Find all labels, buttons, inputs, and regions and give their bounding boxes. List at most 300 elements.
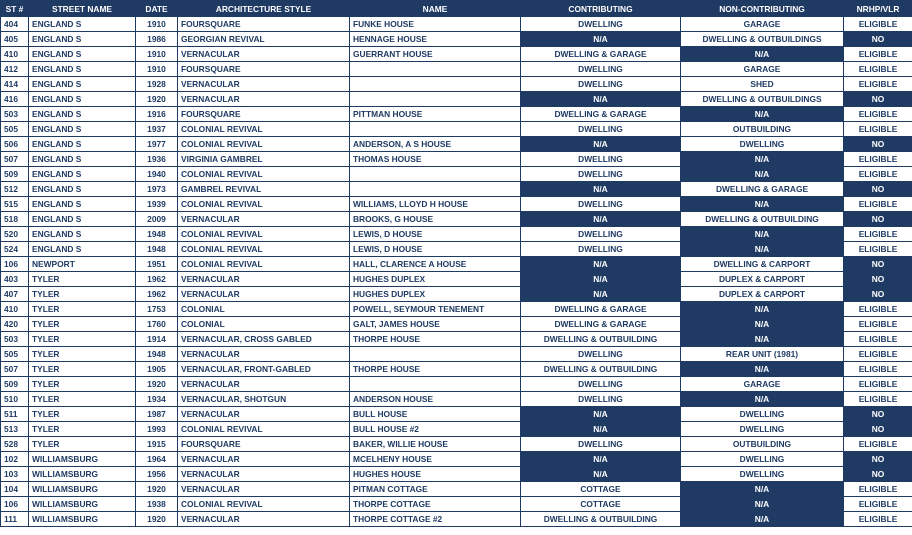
table-row — [1, 482, 912, 497]
cell-non-contributing: N/A — [681, 362, 844, 377]
cell-nrhp-vlr: ELIGIBLE — [844, 62, 912, 77]
cell-nrhp-vlr: ELIGIBLE — [844, 347, 912, 362]
cell-date: 1938 — [136, 497, 178, 512]
cell-contributing: DWELLING & OUTBUILDING — [521, 362, 681, 377]
table-row — [1, 302, 912, 317]
cell-name: HUGHES DUPLEX — [350, 287, 521, 302]
cell-non-contributing: N/A — [681, 482, 844, 497]
cell-date: 1753 — [136, 302, 178, 317]
cell-date: 1937 — [136, 122, 178, 137]
table-row — [1, 32, 912, 47]
cell-non-contributing: DWELLING — [681, 137, 844, 152]
cell-contributing: DWELLING — [521, 377, 681, 392]
cell-name: HALL, CLARENCE A HOUSE — [350, 257, 521, 272]
cell-date: 1760 — [136, 317, 178, 332]
cell-name: THORPE HOUSE — [350, 362, 521, 377]
cell-non-contributing: N/A — [681, 332, 844, 347]
cell-street-name: ENGLAND S — [29, 32, 136, 47]
cell-st-number: 503 — [1, 107, 29, 122]
cell-contributing: DWELLING — [521, 17, 681, 32]
cell-street-name: TYLER — [29, 347, 136, 362]
cell-st-number: 513 — [1, 422, 29, 437]
cell-architecture-style: VERNACULAR — [178, 512, 350, 527]
cell-non-contributing: DUPLEX & CARPORT — [681, 272, 844, 287]
header-nrhp-vlr: NRHP/VLR — [844, 1, 912, 17]
cell-contributing: DWELLING — [521, 347, 681, 362]
table-row — [1, 122, 912, 137]
cell-date: 1928 — [136, 77, 178, 92]
cell-street-name: TYLER — [29, 377, 136, 392]
cell-nrhp-vlr: ELIGIBLE — [844, 437, 912, 452]
cell-name — [350, 182, 521, 197]
cell-contributing: N/A — [521, 137, 681, 152]
cell-non-contributing: N/A — [681, 242, 844, 257]
cell-non-contributing: N/A — [681, 167, 844, 182]
cell-contributing: DWELLING — [521, 122, 681, 137]
cell-architecture-style: GAMBREL REVIVAL — [178, 182, 350, 197]
cell-contributing: DWELLING — [521, 437, 681, 452]
cell-st-number: 518 — [1, 212, 29, 227]
cell-date: 1920 — [136, 512, 178, 527]
cell-st-number: 512 — [1, 182, 29, 197]
cell-name — [350, 167, 521, 182]
cell-nrhp-vlr: NO — [844, 32, 912, 47]
cell-name: BULL HOUSE #2 — [350, 422, 521, 437]
table-row — [1, 62, 912, 77]
cell-non-contributing: OUTBUILDING — [681, 122, 844, 137]
cell-non-contributing: DUPLEX & CARPORT — [681, 287, 844, 302]
cell-st-number: 503 — [1, 332, 29, 347]
cell-date: 1986 — [136, 32, 178, 47]
cell-contributing: N/A — [521, 212, 681, 227]
table-row — [1, 287, 912, 302]
cell-contributing: DWELLING & OUTBUILDING — [521, 512, 681, 527]
cell-architecture-style: FOURSQUARE — [178, 17, 350, 32]
cell-name: THOMAS HOUSE — [350, 152, 521, 167]
table-row — [1, 152, 912, 167]
cell-st-number: 506 — [1, 137, 29, 152]
cell-street-name: ENGLAND S — [29, 77, 136, 92]
cell-contributing: N/A — [521, 422, 681, 437]
cell-street-name: ENGLAND S — [29, 227, 136, 242]
cell-contributing: DWELLING & GARAGE — [521, 302, 681, 317]
cell-street-name: ENGLAND S — [29, 212, 136, 227]
cell-name: BULL HOUSE — [350, 407, 521, 422]
cell-nrhp-vlr: ELIGIBLE — [844, 197, 912, 212]
table-row — [1, 167, 912, 182]
cell-architecture-style: COLONIAL REVIVAL — [178, 197, 350, 212]
cell-contributing: DWELLING — [521, 392, 681, 407]
table-row — [1, 92, 912, 107]
table-row — [1, 212, 912, 227]
cell-street-name: ENGLAND S — [29, 122, 136, 137]
cell-name: GALT, JAMES HOUSE — [350, 317, 521, 332]
cell-street-name: TYLER — [29, 362, 136, 377]
table-row — [1, 182, 912, 197]
cell-name — [350, 92, 521, 107]
header-contributing: CONTRIBUTING — [521, 1, 681, 17]
cell-non-contributing: N/A — [681, 317, 844, 332]
cell-non-contributing: N/A — [681, 302, 844, 317]
cell-nrhp-vlr: NO — [844, 287, 912, 302]
cell-architecture-style: VERNACULAR — [178, 92, 350, 107]
cell-nrhp-vlr: ELIGIBLE — [844, 362, 912, 377]
cell-date: 1920 — [136, 92, 178, 107]
cell-st-number: 403 — [1, 272, 29, 287]
cell-street-name: ENGLAND S — [29, 47, 136, 62]
cell-contributing: DWELLING — [521, 152, 681, 167]
table-row — [1, 77, 912, 92]
cell-non-contributing: DWELLING — [681, 452, 844, 467]
cell-nrhp-vlr: ELIGIBLE — [844, 17, 912, 32]
table-row — [1, 392, 912, 407]
cell-architecture-style: COLONIAL REVIVAL — [178, 167, 350, 182]
cell-contributing: N/A — [521, 182, 681, 197]
cell-name — [350, 62, 521, 77]
table-row — [1, 437, 912, 452]
cell-architecture-style: VERNACULAR — [178, 482, 350, 497]
cell-name: BROOKS, G HOUSE — [350, 212, 521, 227]
cell-st-number: 507 — [1, 362, 29, 377]
cell-contributing: N/A — [521, 407, 681, 422]
cell-architecture-style: FOURSQUARE — [178, 62, 350, 77]
cell-nrhp-vlr: ELIGIBLE — [844, 152, 912, 167]
cell-date: 1948 — [136, 242, 178, 257]
cell-non-contributing: N/A — [681, 497, 844, 512]
cell-contributing: N/A — [521, 452, 681, 467]
table-row — [1, 467, 912, 482]
cell-architecture-style: VERNACULAR — [178, 347, 350, 362]
cell-name: PITMAN COTTAGE — [350, 482, 521, 497]
cell-architecture-style: VERNACULAR, FRONT-GABLED — [178, 362, 350, 377]
cell-non-contributing: GARAGE — [681, 62, 844, 77]
cell-date: 1962 — [136, 272, 178, 287]
cell-date: 1910 — [136, 17, 178, 32]
cell-non-contributing: N/A — [681, 107, 844, 122]
cell-date: 2009 — [136, 212, 178, 227]
cell-st-number: 505 — [1, 122, 29, 137]
cell-name: ANDERSON, A S HOUSE — [350, 137, 521, 152]
cell-name: MCELHENY HOUSE — [350, 452, 521, 467]
table-row — [1, 377, 912, 392]
cell-st-number: 410 — [1, 47, 29, 62]
cell-st-number: 507 — [1, 152, 29, 167]
cell-st-number: 420 — [1, 317, 29, 332]
cell-st-number: 524 — [1, 242, 29, 257]
cell-non-contributing: DWELLING — [681, 422, 844, 437]
cell-street-name: ENGLAND S — [29, 242, 136, 257]
cell-non-contributing: OUTBUILDING — [681, 437, 844, 452]
cell-name: THORPE COTTAGE — [350, 497, 521, 512]
cell-st-number: 515 — [1, 197, 29, 212]
table-row — [1, 497, 912, 512]
cell-architecture-style: COLONIAL REVIVAL — [178, 122, 350, 137]
cell-st-number: 505 — [1, 347, 29, 362]
cell-st-number: 104 — [1, 482, 29, 497]
cell-st-number: 106 — [1, 257, 29, 272]
cell-non-contributing: N/A — [681, 152, 844, 167]
table-row — [1, 137, 912, 152]
cell-date: 1934 — [136, 392, 178, 407]
cell-nrhp-vlr: NO — [844, 452, 912, 467]
header-name: NAME — [350, 1, 521, 17]
cell-architecture-style: VERNACULAR, CROSS GABLED — [178, 332, 350, 347]
cell-date: 1920 — [136, 482, 178, 497]
cell-st-number: 106 — [1, 497, 29, 512]
cell-date: 1948 — [136, 227, 178, 242]
cell-st-number: 410 — [1, 302, 29, 317]
cell-nrhp-vlr: ELIGIBLE — [844, 242, 912, 257]
cell-nrhp-vlr: ELIGIBLE — [844, 107, 912, 122]
cell-contributing: DWELLING — [521, 62, 681, 77]
cell-architecture-style: VERNACULAR — [178, 77, 350, 92]
cell-street-name: ENGLAND S — [29, 167, 136, 182]
cell-nrhp-vlr: ELIGIBLE — [844, 167, 912, 182]
cell-name: FUNKE HOUSE — [350, 17, 521, 32]
cell-nrhp-vlr: ELIGIBLE — [844, 512, 912, 527]
cell-street-name: TYLER — [29, 272, 136, 287]
cell-street-name: NEWPORT — [29, 257, 136, 272]
cell-architecture-style: COLONIAL — [178, 317, 350, 332]
cell-street-name: TYLER — [29, 437, 136, 452]
table-row — [1, 107, 912, 122]
cell-street-name: WILLIAMSBURG — [29, 452, 136, 467]
cell-st-number: 510 — [1, 392, 29, 407]
cell-date: 1915 — [136, 437, 178, 452]
cell-nrhp-vlr: NO — [844, 212, 912, 227]
cell-name: ANDERSON HOUSE — [350, 392, 521, 407]
cell-st-number: 111 — [1, 512, 29, 527]
cell-nrhp-vlr: NO — [844, 182, 912, 197]
cell-nrhp-vlr: ELIGIBLE — [844, 497, 912, 512]
cell-st-number: 103 — [1, 467, 29, 482]
cell-architecture-style: GEORGIAN REVIVAL — [178, 32, 350, 47]
cell-street-name: TYLER — [29, 317, 136, 332]
cell-date: 1987 — [136, 407, 178, 422]
cell-name — [350, 122, 521, 137]
cell-date: 1916 — [136, 107, 178, 122]
cell-st-number: 416 — [1, 92, 29, 107]
cell-architecture-style: COLONIAL REVIVAL — [178, 422, 350, 437]
cell-name: POWELL, SEYMOUR TENEMENT — [350, 302, 521, 317]
table-row — [1, 47, 912, 62]
table-row — [1, 362, 912, 377]
cell-architecture-style: COLONIAL REVIVAL — [178, 227, 350, 242]
cell-st-number: 412 — [1, 62, 29, 77]
cell-architecture-style: COLONIAL — [178, 302, 350, 317]
cell-contributing: DWELLING & OUTBUILDING — [521, 332, 681, 347]
cell-street-name: WILLIAMSBURG — [29, 467, 136, 482]
cell-street-name: TYLER — [29, 422, 136, 437]
cell-date: 1977 — [136, 137, 178, 152]
cell-architecture-style: VERNACULAR — [178, 452, 350, 467]
cell-contributing: DWELLING & GARAGE — [521, 317, 681, 332]
cell-nrhp-vlr: NO — [844, 137, 912, 152]
cell-non-contributing: GARAGE — [681, 17, 844, 32]
cell-name: HENNAGE HOUSE — [350, 32, 521, 47]
cell-st-number: 520 — [1, 227, 29, 242]
table-body — [1, 17, 912, 527]
cell-nrhp-vlr: NO — [844, 272, 912, 287]
cell-nrhp-vlr: ELIGIBLE — [844, 302, 912, 317]
cell-st-number: 405 — [1, 32, 29, 47]
cell-street-name: WILLIAMSBURG — [29, 482, 136, 497]
cell-street-name: ENGLAND S — [29, 137, 136, 152]
cell-name: BAKER, WILLIE HOUSE — [350, 437, 521, 452]
cell-architecture-style: VERNACULAR — [178, 287, 350, 302]
cell-nrhp-vlr: NO — [844, 467, 912, 482]
cell-date: 1951 — [136, 257, 178, 272]
cell-nrhp-vlr: ELIGIBLE — [844, 332, 912, 347]
cell-name: LEWIS, D HOUSE — [350, 242, 521, 257]
cell-non-contributing: GARAGE — [681, 377, 844, 392]
cell-street-name: TYLER — [29, 392, 136, 407]
cell-date: 1936 — [136, 152, 178, 167]
table-row — [1, 257, 912, 272]
cell-non-contributing: SHED — [681, 77, 844, 92]
cell-st-number: 102 — [1, 452, 29, 467]
table-row — [1, 347, 912, 362]
cell-contributing: N/A — [521, 287, 681, 302]
cell-street-name: ENGLAND S — [29, 62, 136, 77]
cell-nrhp-vlr: ELIGIBLE — [844, 317, 912, 332]
cell-date: 1905 — [136, 362, 178, 377]
cell-architecture-style: COLONIAL REVIVAL — [178, 497, 350, 512]
cell-contributing: N/A — [521, 32, 681, 47]
cell-street-name: TYLER — [29, 332, 136, 347]
cell-architecture-style: VERNACULAR — [178, 377, 350, 392]
cell-street-name: WILLIAMSBURG — [29, 512, 136, 527]
cell-st-number: 528 — [1, 437, 29, 452]
cell-name — [350, 347, 521, 362]
cell-date: 1910 — [136, 62, 178, 77]
cell-non-contributing: DWELLING & CARPORT — [681, 257, 844, 272]
cell-st-number: 509 — [1, 167, 29, 182]
cell-street-name: TYLER — [29, 287, 136, 302]
cell-contributing: COTTAGE — [521, 482, 681, 497]
cell-street-name: ENGLAND S — [29, 182, 136, 197]
cell-contributing: COTTAGE — [521, 497, 681, 512]
cell-nrhp-vlr: NO — [844, 92, 912, 107]
cell-contributing: N/A — [521, 257, 681, 272]
header-date: DATE — [136, 1, 178, 17]
table-row — [1, 242, 912, 257]
cell-nrhp-vlr: NO — [844, 407, 912, 422]
cell-name: HUGHES DUPLEX — [350, 272, 521, 287]
cell-st-number: 509 — [1, 377, 29, 392]
table-row — [1, 452, 912, 467]
cell-non-contributing: DWELLING — [681, 467, 844, 482]
cell-nrhp-vlr: ELIGIBLE — [844, 47, 912, 62]
cell-architecture-style: VERNACULAR, SHOTGUN — [178, 392, 350, 407]
cell-architecture-style: FOURSQUARE — [178, 107, 350, 122]
cell-name: GUERRANT HOUSE — [350, 47, 521, 62]
cell-street-name: ENGLAND S — [29, 152, 136, 167]
cell-non-contributing: N/A — [681, 512, 844, 527]
cell-date: 1939 — [136, 197, 178, 212]
cell-nrhp-vlr: NO — [844, 422, 912, 437]
cell-contributing: N/A — [521, 467, 681, 482]
table-row — [1, 272, 912, 287]
cell-non-contributing: DWELLING & OUTBUILDINGS — [681, 32, 844, 47]
header-architecture-style: ARCHITECTURE STYLE — [178, 1, 350, 17]
cell-street-name: ENGLAND S — [29, 92, 136, 107]
cell-contributing: DWELLING — [521, 242, 681, 257]
cell-non-contributing: DWELLING — [681, 407, 844, 422]
cell-street-name: WILLIAMSBURG — [29, 497, 136, 512]
cell-architecture-style: VERNACULAR — [178, 407, 350, 422]
cell-architecture-style: COLONIAL REVIVAL — [178, 137, 350, 152]
cell-st-number: 407 — [1, 287, 29, 302]
header-non-contributing: NON-CONTRIBUTING — [681, 1, 844, 17]
cell-st-number: 511 — [1, 407, 29, 422]
table-row — [1, 317, 912, 332]
cell-contributing: DWELLING — [521, 167, 681, 182]
cell-date: 1993 — [136, 422, 178, 437]
cell-non-contributing: N/A — [681, 227, 844, 242]
cell-name: WILLIAMS, LLOYD H HOUSE — [350, 197, 521, 212]
cell-name: THORPE COTTAGE #2 — [350, 512, 521, 527]
cell-architecture-style: VERNACULAR — [178, 212, 350, 227]
cell-date: 1948 — [136, 347, 178, 362]
cell-date: 1973 — [136, 182, 178, 197]
cell-date: 1956 — [136, 467, 178, 482]
cell-architecture-style: VIRGINIA GAMBREL — [178, 152, 350, 167]
table-row — [1, 332, 912, 347]
cell-st-number: 414 — [1, 77, 29, 92]
cell-name — [350, 377, 521, 392]
cell-contributing: DWELLING & GARAGE — [521, 47, 681, 62]
cell-date: 1920 — [136, 377, 178, 392]
cell-street-name: TYLER — [29, 407, 136, 422]
cell-contributing: N/A — [521, 272, 681, 287]
table-row — [1, 197, 912, 212]
cell-name: LEWIS, D HOUSE — [350, 227, 521, 242]
cell-non-contributing: DWELLING & OUTBUILDINGS — [681, 92, 844, 107]
cell-date: 1962 — [136, 287, 178, 302]
cell-nrhp-vlr: ELIGIBLE — [844, 392, 912, 407]
cell-date: 1910 — [136, 47, 178, 62]
cell-non-contributing: N/A — [681, 392, 844, 407]
cell-name: PITTMAN HOUSE — [350, 107, 521, 122]
header-row — [1, 1, 912, 17]
cell-nrhp-vlr: ELIGIBLE — [844, 227, 912, 242]
cell-non-contributing: REAR UNIT (1981) — [681, 347, 844, 362]
cell-nrhp-vlr: ELIGIBLE — [844, 77, 912, 92]
cell-date: 1914 — [136, 332, 178, 347]
cell-architecture-style: FOURSQUARE — [178, 437, 350, 452]
cell-architecture-style: VERNACULAR — [178, 272, 350, 287]
cell-non-contributing: N/A — [681, 47, 844, 62]
table-row — [1, 512, 912, 527]
cell-non-contributing: DWELLING & GARAGE — [681, 182, 844, 197]
header-street-name: STREET NAME — [29, 1, 136, 17]
table-row — [1, 422, 912, 437]
cell-contributing: DWELLING — [521, 197, 681, 212]
cell-non-contributing: DWELLING & OUTBUILDING — [681, 212, 844, 227]
cell-date: 1964 — [136, 452, 178, 467]
cell-contributing: DWELLING & GARAGE — [521, 107, 681, 122]
cell-nrhp-vlr: ELIGIBLE — [844, 482, 912, 497]
cell-street-name: ENGLAND S — [29, 197, 136, 212]
cell-contributing: DWELLING — [521, 77, 681, 92]
cell-date: 1940 — [136, 167, 178, 182]
cell-contributing: N/A — [521, 92, 681, 107]
table-row — [1, 407, 912, 422]
cell-name — [350, 77, 521, 92]
cell-street-name: ENGLAND S — [29, 17, 136, 32]
table-row — [1, 227, 912, 242]
